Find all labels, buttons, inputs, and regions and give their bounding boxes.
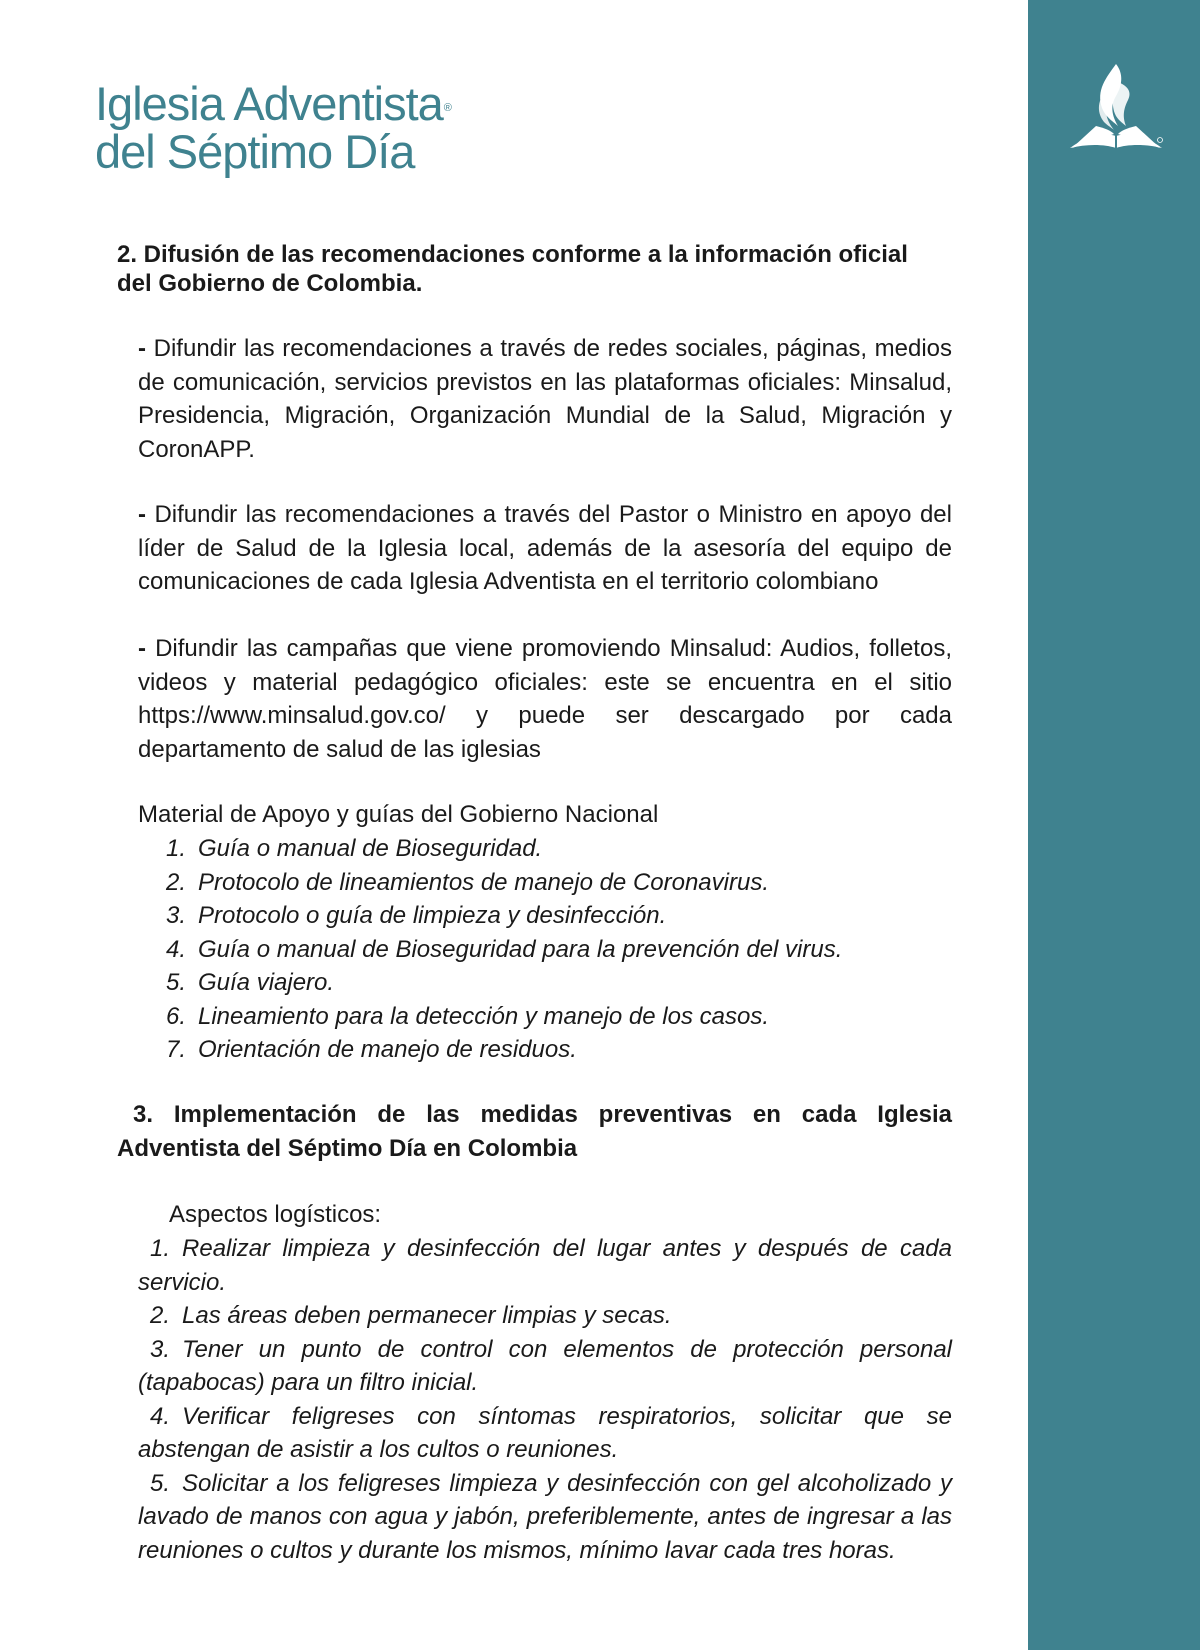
brand-wordmark xyxy=(95,77,451,178)
list-item: 5. Guía viajero. xyxy=(165,969,335,996)
list-item: 3. Tener un punto de control con elementos de protección personal (tapabocas) para un filtro inicial. xyxy=(138,1335,952,1396)
list-item: 4. Guía o manual de Bioseguridad para la prevención del virus. xyxy=(165,935,843,963)
list-item: 4. Verificar feligreses con síntomas respiratorios, solicitar que se abstengan de asistir a los cultos o reuniones. xyxy=(138,1402,952,1463)
bullet: - xyxy=(138,635,146,662)
bullet: - xyxy=(138,501,146,528)
logistics-list xyxy=(138,1232,952,1567)
paragraph-3 xyxy=(138,632,952,766)
list-item: 1. Guía o manual de Bioseguridad. xyxy=(165,835,543,862)
section-2-heading: 2. Difusión de las recomendaciones conforme a la información oficial del Gobierno de Colombia. xyxy=(117,241,908,297)
paragraph-2 xyxy=(138,498,952,599)
list-item: 6. Lineamiento para la detección y manejo de los casos. xyxy=(165,1002,770,1030)
material-list xyxy=(138,832,958,1067)
paragraph-3-text: Difundir las campañas que viene promoviendo Minsalud: Audios, folletos, videos y material pedagógico oficiales: este se encuentra en el sitio https://www.minsalud.gov.co/ y puede ser descargado por cada departamento de salud de las iglesias xyxy=(138,635,952,763)
paragraph-1-text: Difundir las recomendaciones a través de redes sociales, páginas, medios de comunicación, servicios previstos en las plataformas oficiales: Minsalud, Presidencia, Migración, Organización Mundial de la Salud, Migración y CoronAPP. xyxy=(138,335,953,463)
list-item: 2. Las áreas deben permanecer limpias y secas. xyxy=(150,1302,672,1329)
paragraph-1 xyxy=(138,332,952,466)
list-item: 5. Solicitar a los feligreses limpieza y desinfección con gel alcoholizado y lavado de manos con agua y jabón, preferiblemente, antes de ingresar a las reuniones o cultos y durante los mismos, mínimo lavar cada tres horas. xyxy=(138,1469,952,1564)
material-title: Material de Apoyo y guías del Gobierno Nacional xyxy=(138,801,659,828)
logistics-title: Aspectos logísticos: xyxy=(169,1201,382,1228)
section-3-heading: 3. Implementación de las medidas preventivas en cada Iglesia Adventista del Séptimo Día en Colombia xyxy=(117,1101,952,1162)
list-item: 3. Protocolo o guía de limpieza y desinfección. xyxy=(165,902,667,929)
list-item: 2. Protocolo de lineamientos de manejo de Coronavirus. xyxy=(165,868,769,896)
brand-line-2: del Séptimo Día xyxy=(95,125,415,178)
registered-mark: ® xyxy=(443,102,451,114)
bullet: - xyxy=(138,335,146,362)
paragraph-2-text: Difundir las recomendaciones a través del Pastor o Ministro en apoyo del líder de Salud de la Iglesia local, además de la asesoría del equipo de comunicaciones de cada Iglesia Adventista en el territorio colombiano xyxy=(138,501,952,595)
list-item: 1. Realizar limpieza y desinfección del lugar antes y después de cada servicio. xyxy=(138,1235,952,1296)
sidebar-band xyxy=(1028,0,1200,1650)
list-item: 7. Orientación de manejo de residuos. xyxy=(165,1036,577,1063)
brand-line-1: Iglesia Adventista xyxy=(95,77,443,130)
adventist-logo-icon xyxy=(1066,60,1166,156)
